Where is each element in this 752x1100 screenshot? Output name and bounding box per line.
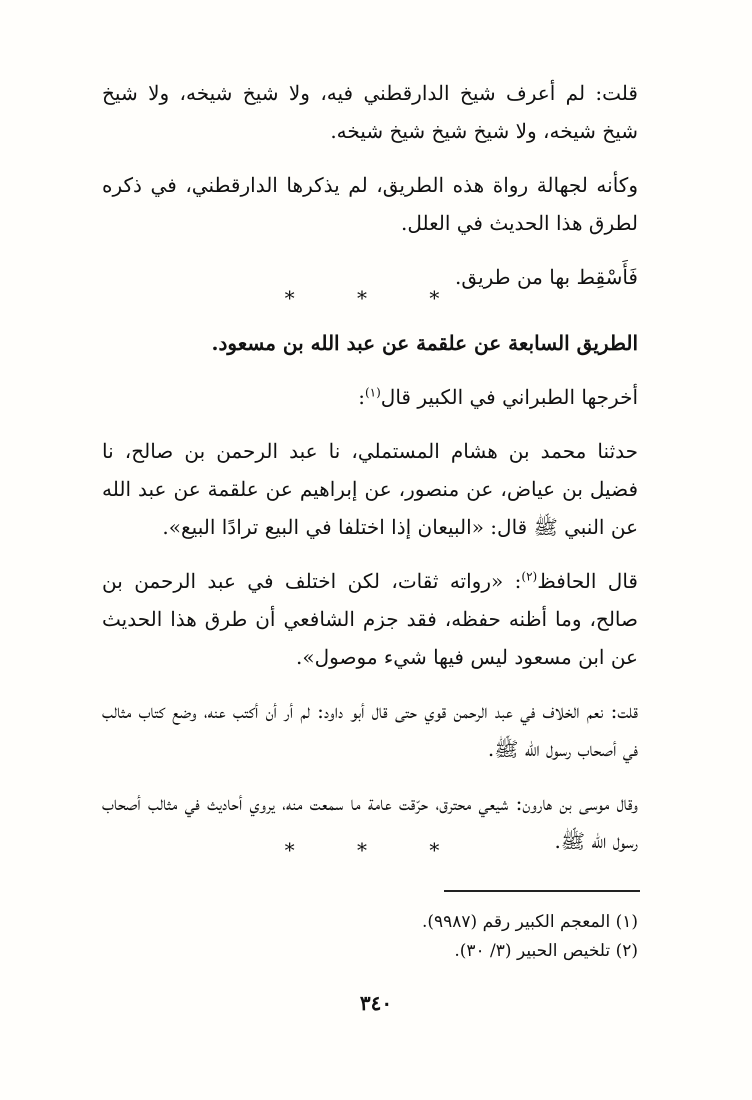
hadith-paragraph: حدثنا محمد بن هشام المستملي، نا عبد الرحمن بن صالح، نا فضيل بن عياض، عن منصور، عن إبراهيم عن علقمة عن عبد الله عن النبي ﷺ قال: «البيعان إذا اختلفا في البيع ترادًا البيع». [102, 439, 638, 539]
intro-line [102, 378, 638, 416]
comment-paragraph-1: قلت: نعم الخلاف في عبد الرحمن قوي حتى قال أبو داود: لم أر أن أكتب عنه، وضع كتاب مثالب في أصحاب رسول الله ﷺ. [102, 699, 638, 761]
body-text-main [102, 324, 638, 860]
intro-tail: : [358, 385, 365, 409]
footnote-2: (٢) تلخيص الحبير (٣/ ٣٠). [454, 941, 638, 961]
footnote-1: (١) المعجم الكبير رقم (٩٩٨٧). [421, 912, 638, 932]
footnote-divider [444, 890, 640, 892]
comment-paragraph-2: وقال موسى بن هارون: شيعي محترق، حرّقت عامة ما سمعت منه، يروي أحاديث في مثالب أصحاب رسول الله ﷺ. [102, 791, 639, 853]
paragraph-2: وكأنه لجهالة رواة هذه الطريق، لم يذكرها الدارقطني، في ذكره لطرق هذا الحديث في العلل. [102, 173, 638, 235]
section-separator: * * * [284, 286, 468, 310]
intro-text: أخرجها الطبراني في الكبير قال [380, 385, 638, 409]
body-text-top [102, 74, 638, 296]
hafiz-paragraph [102, 562, 638, 676]
page-number: ٣٤٠ [359, 991, 393, 1015]
hafiz-text: : «رواته ثقات، لكن اختلف في عبد الرحمن بن صالح، وما أظنه حفظه، فقد جزم الشافعي أن طرق هذا الحديث عن ابن مسعود ليس فيها شيء موصول». [102, 569, 638, 669]
footnote-marker-2: (٢) [521, 569, 538, 584]
paragraph-3: فَأَسْقِط بها من طريق. [455, 265, 638, 289]
footnote-marker-1: (١) [364, 385, 381, 400]
hafiz-lead: قال الحافظ [537, 569, 638, 593]
section-heading: الطريق السابعة عن علقمة عن عبد الله بن مسعود. [211, 331, 638, 355]
paragraph-1: قلت: لم أعرف شيخ الدارقطني فيه، ولا شيخ شيخه، ولا شيخ شيخ شيخه، ولا شيخ شيخ شيخ شيخه. [102, 81, 638, 143]
footnotes [102, 908, 638, 966]
section-separator-end: * * * [284, 838, 468, 862]
